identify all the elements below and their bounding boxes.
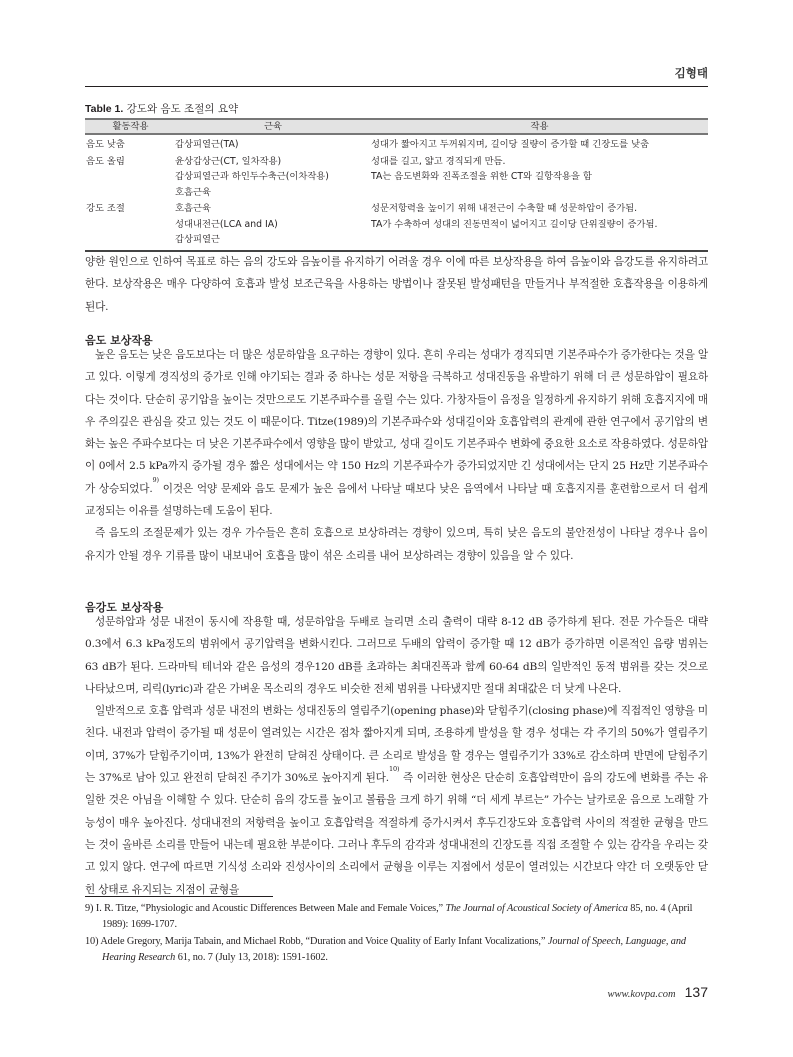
- paragraph-text: 일반적으로 호흡 압력과 성문 내전의 변화는 성대진동의 열림주기(opening phase)와 닫힘주기(closing phase)에 직접적인 영향을 미친다. 내전과 압력이 증가될 때 성문이 열려있는 시간은 점차 짧아지게 되며, 조용하게 발성을 할 경우 성대는 각 주기의 50%가 열림주기이며, 37%가 닫힘주기이며, 13%가 완전히 닫혀진 상태이다. 큰 소리로 발성을 할 경우는 열림주기가 33%로 감소하며 반면에 닫힘주기는 37%로 남아 있고 완전히 닫혀진 주기가 30%로 높아지게 된다.: [85, 705, 708, 785]
- table-cell-activity: 음도 낮춤: [86, 139, 125, 150]
- table-header-activity: 활동작용: [85, 119, 175, 134]
- table-header-row: [85, 119, 708, 134]
- table-row: [85, 153, 708, 201]
- footnote-item: [85, 934, 708, 965]
- table-row: [85, 134, 708, 153]
- action-item: 성대를 길고, 얇고 경직되게 만듬.: [371, 155, 506, 167]
- section-body-intensity-compensation: [85, 611, 708, 901]
- muscle-item: 갑상피열근: [175, 234, 220, 245]
- table-header-actions: 작용: [371, 119, 708, 134]
- footnote-text: I. R. Titze, “Physiologic and Acoustic Differences Between Male and Female Voices,”: [93, 903, 446, 914]
- paragraph-text: 즉 음도의 조절문제가 있는 경우 가수들은 흔히 호흡으로 보상하려는 경향이 있으며, 특히 낮은 음도의 불안전성이 나타날 경우나 음이 유지가 안될 경우 기류를 많이 내보내어 호흡을 많이 섞은 소리를 내어 보상하려는 경향이 있음을 알 수 있다.: [85, 527, 708, 562]
- table-cell-activity: 강도 조절: [85, 200, 175, 251]
- section-body-pitch-compensation: [85, 344, 708, 567]
- footnote-journal: Journal of Speech, Language, and Hearing Research: [102, 936, 686, 963]
- footnote-ref[interactable]: 10): [389, 765, 400, 774]
- muscle-item: 윤상갑상근(CT, 일차작용): [175, 155, 282, 167]
- action-item: 성문저항력을 높이기 위해 내전근이 수축할 때 성문하압이 증가됨.: [371, 203, 638, 214]
- footnote-citation: 85, no. 4 (April 1989): 1699-1707.: [102, 903, 693, 930]
- muscle-item: 갑상피열근(TA): [175, 139, 239, 150]
- muscle-item: 호흡근육: [175, 203, 211, 214]
- paragraph-text-continued: 이것은 억양 문제와 음도 문제가 높은 음에서 나타날 때보다 낮은 음역에서 나타날 때 호흡지지를 훈련함으로서 더 쉽게 교정되는 이유를 설명하는데 도움이 된다.: [85, 482, 708, 518]
- table-cell-actions: [371, 153, 708, 201]
- footnote-divider: [85, 896, 273, 897]
- body-paragraph: [85, 700, 708, 901]
- footnote-ref[interactable]: 9): [152, 475, 159, 484]
- muscle-item: 호흡근육: [175, 186, 211, 198]
- body-paragraph: [85, 611, 708, 700]
- table-cell-activity: 음도 올림: [86, 155, 125, 167]
- body-paragraph: [85, 522, 708, 567]
- table-cell-actions: [371, 200, 708, 251]
- table-caption-title: 강도와 음도 조절의 요약: [123, 103, 239, 115]
- footnote-text: Adele Gregory, Marija Tabain, and Michael Robb, “Duration and Voice Quality of Early Infant Vocalizations,”: [98, 936, 548, 947]
- section-heading-pitch-compensation: 음도 보상작용: [85, 334, 153, 347]
- summary-table: [85, 118, 708, 252]
- table-cell-muscles: [175, 153, 371, 201]
- footnote-number: 9): [85, 903, 94, 914]
- footnote-item: [85, 901, 708, 932]
- muscle-item: 갑상피열근과 하인두수축근(이차작용): [175, 171, 329, 182]
- footer-website[interactable]: www.kovpa.com: [607, 989, 676, 1000]
- intro-paragraph-block: [85, 251, 708, 318]
- page-footer: [608, 982, 709, 1001]
- footnote-journal: The Journal of Acoustical Society of America: [445, 903, 628, 914]
- table-caption: [85, 101, 238, 116]
- paragraph-text: 성문하압과 성문 내전이 동시에 작용할 때, 성문하압을 두배로 늘리면 소리 출력이 대략 8-12 dB 증가하게 된다. 전문 가수들은 대략 0.3에서 6.3 kPa정도의 범위에서 공기압력을 변화시킨다. 그러므로 두배의 압력이 증가할 때 12 dB가 증가하면 이론적인 음량 범위는 63 dB가 된다. 드라마틱 테너와 같은 음성의 경우120 dB를 초과하는 최대진폭과 함께 60-64 dB의 일반적인 동적 범위를 갖는 것으로 나타났으며, 리릭(lyric)과 같은 가벼운 목소리의 경우도 비슷한 전체 범위를 나타냈지만 절대 최대값은 더 낮게 나온다.: [85, 616, 708, 695]
- muscle-item: 성대내전근(LCA and IA): [175, 218, 278, 230]
- action-item: 성대가 짧아지고 두꺼워지며, 길이당 질량이 증가할 때 긴장도를 낮춤: [371, 139, 650, 150]
- table-row: [85, 200, 708, 251]
- paragraph-text-continued: 즉 이러한 현상은 단순히 호흡압력만이 음의 강도에 변화를 주는 유일한 것은 아님을 이해할 수 있다. 단순히 음의 강도를 높이고 볼륨을 크게 하기 위해 “더 세게 부르는” 가수는 날카로운 음으로 노래할 가능성이 매우 높아진다. 성대내전의 저항력을 높이고 호흡압력을 적절하게 증가시켜서 후두긴장도와 호흡압력 사이의 적절한 균형을 만드는 것이 올바른 소리를 만들어 내는데 필요한 부분이다. 그러나 후두의 감각과 성대내전의 긴장도를 직접 조절할 수 있는 감각을 우리는 갖고 있지 않다. 연구에 따르면 기식성 소리와 진성사이의 소리에서 균형을 이루는 지점에서 성문이 열려있는 시간보다 약간 더 오랫동안 닫힌 상태로 유지되는 지점이 균형을: [85, 772, 708, 896]
- table-cell-muscles: [175, 200, 371, 251]
- running-head-author: 김형태: [674, 66, 708, 80]
- running-head: [85, 60, 708, 87]
- table-caption-label: Table 1.: [85, 103, 124, 115]
- paragraph-text: 높은 음도는 낮은 음도보다는 더 많은 성문하압을 요구하는 경향이 있다. 흔히 우리는 성대가 경직되면 기본주파수가 증가한다는 것을 알고 있다. 이렇게 경직성의 증가로 인해 야기되는 결과 중 하나는 성문 저항을 극복하고 성대진동을 유발하기 위해 더 큰 성문하압이 필요하다는 것이다. 단순히 공기압을 높이는 것만으로도 기본주파수를 올릴 수는 있다. 가창자들이 음정을 일정하게 유지하기 위해 호흡지지에 매우 주의깊은 관심을 갖고 있는 것도 이 때문이다. Titze(1989)의 기본주파수와 성대길이와 호흡압력의 관계에 관한 연구에서 공기압의 변화는 높은 주파수보다는 더 낮은 기본주파수에서 영향을 많이 받았고, 성대 길이도 기본주파수 변화에 중요한 요소로 작용하였다. 성문하압이 0에서 2.5 kPa까지 증가될 경우 짧은 성대에서는 약 150 Hz의 기본주파수가 증가되었지만 긴 성대에서는 단지 25 Hz만 기본주파수가 상승되었다.: [85, 349, 708, 495]
- section-heading-intensity-compensation: 음강도 보상작용: [85, 601, 164, 614]
- action-item: TA는 음도변화와 진폭조절을 위한 CT와 길항작용을 함: [371, 171, 592, 182]
- action-item: TA가 수축하여 성대의 진동면적이 넓어지고 길이당 단위질량이 증가됨.: [371, 218, 658, 230]
- table-cell-actions: [371, 134, 708, 153]
- table-header-muscles: 근육: [175, 119, 371, 134]
- table-cell-muscles: [175, 134, 371, 153]
- body-paragraph: [85, 344, 708, 522]
- intro-paragraph: 양한 원인으로 인하여 목표로 하는 음의 강도와 음높이를 유지하기 어려울 경우 이에 따른 보상작용을 하여 음높이와 음강도를 유지하려고 한다. 보상작용은 매우 다양하여 호흡과 발성 보조근육을 사용하는 방법이나 잘못된 발성패턴을 만들거나 부적절한 호흡작용을 이용하게 된다.: [85, 256, 708, 313]
- footnote-citation: 61, no. 7 (July 13, 2018): 1591-1602.: [175, 951, 328, 963]
- page-number: 137: [684, 984, 708, 1000]
- footnote-number: 10): [85, 936, 99, 947]
- footnotes: [85, 901, 708, 967]
